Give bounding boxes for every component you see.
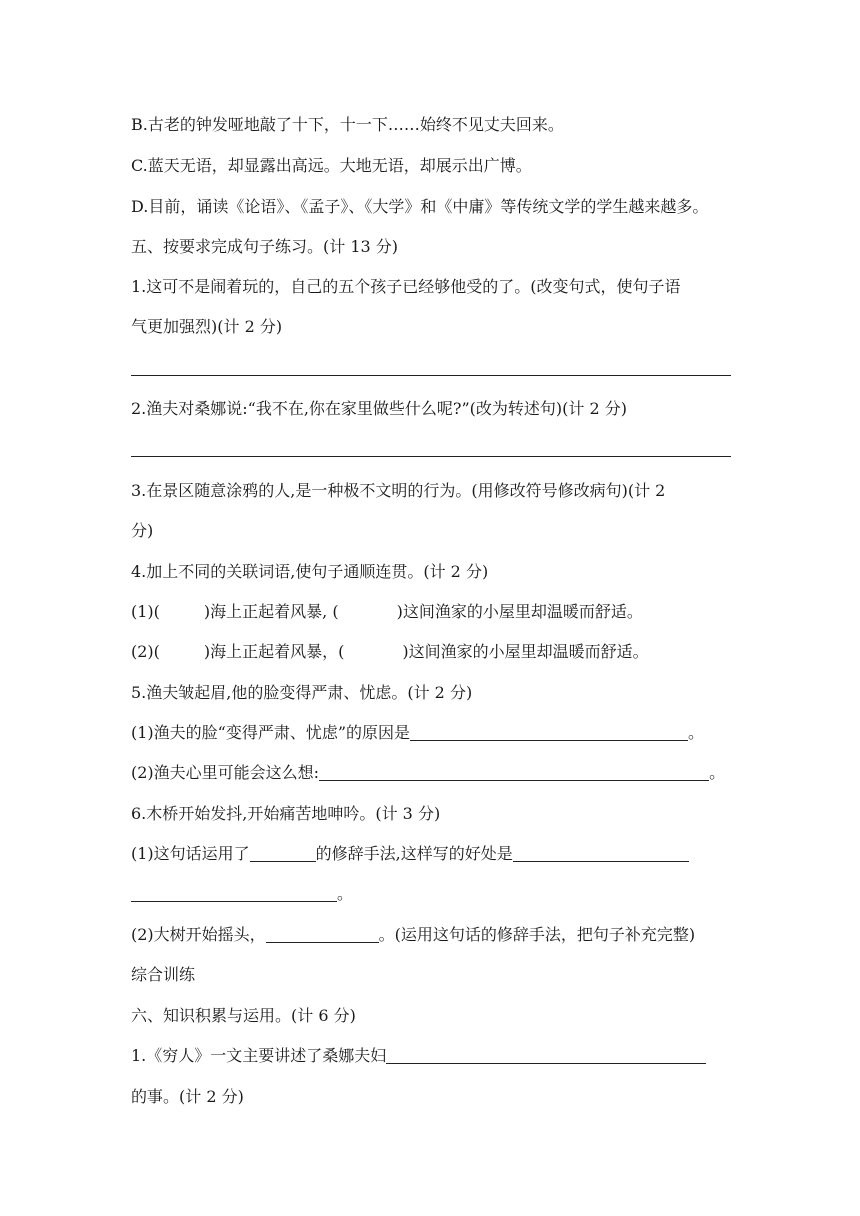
q6-2-text-a: (2)大树开始摇头， bbox=[131, 925, 266, 944]
question-6-item-1-continued bbox=[131, 883, 731, 905]
s6q1-text: 1.《穷人》一文主要讲述了桑娜夫妇 bbox=[131, 1046, 387, 1065]
question-4-item-1 bbox=[131, 601, 731, 623]
q5-1-text: (1)渔夫的脸“变得严肃、忧虑”的原因是 bbox=[131, 723, 411, 742]
section-5-heading: 五、按要求完成句子练习。(计 13 分) bbox=[131, 237, 399, 256]
q4-1-end: )这间渔家的小屋里却温暖而舒适。 bbox=[396, 602, 643, 621]
q6-2-blank[interactable] bbox=[266, 924, 379, 943]
q5-1-blank[interactable] bbox=[410, 722, 688, 741]
section-6-question-1-continued: 的事。(计 2 分) bbox=[131, 1087, 244, 1106]
question-1-line-1: 1.这可不是闹着玩的，自己的五个孩子已经够他受的了。(改变句式，使句子语 bbox=[131, 277, 681, 296]
q4-2-prefix: (2)( bbox=[131, 642, 160, 661]
question-4: 4.加上不同的关联词语,使句子通顺连贯。(计 2 分) bbox=[131, 562, 489, 581]
comprehensive-training-heading: 综合训练 bbox=[131, 965, 196, 984]
q6-1-blank-3[interactable] bbox=[131, 883, 337, 902]
option-b: B.古老的钟发哑地敲了十下，十一下……始终不见丈夫回来。 bbox=[131, 115, 564, 134]
q6-1-blank-2[interactable] bbox=[513, 843, 689, 862]
question-2: 2.渔夫对桑娜说:“我不在,你在家里做些什么呢?”(改为转述句)(计 2 分) bbox=[131, 399, 628, 418]
question-5: 5.渔夫皱起眉,他的脸变得严肃、忧虑。(计 2 分) bbox=[131, 683, 473, 702]
question-6-item-2 bbox=[131, 924, 731, 946]
question-1-line-2: 气更加强烈)(计 2 分) bbox=[131, 317, 283, 336]
answer-line-q1[interactable] bbox=[131, 375, 731, 376]
question-6: 6.木桥开始发抖,开始痛苦地呻吟。(计 3 分) bbox=[131, 804, 441, 823]
section-6-question-1 bbox=[131, 1045, 731, 1067]
q6-1-text-b: 的修辞手法,这样写的好处是 bbox=[315, 844, 513, 863]
question-3-line-1: 3.在景区随意涂鸦的人,是一种极不文明的行为。(用修改符号修改病句)(计 2 bbox=[131, 481, 666, 500]
q6-1-blank-1[interactable] bbox=[250, 843, 316, 862]
question-3-line-2: 分) bbox=[131, 521, 154, 540]
q5-2-text: (2)渔夫心里可能会这么想: bbox=[131, 763, 320, 782]
q5-1-period: 。 bbox=[688, 723, 705, 742]
option-c: C.蓝天无语，却显露出高远。大地无语，却展示出广博。 bbox=[131, 156, 532, 175]
option-d: D.目前，诵读《论语》、《孟子》、《大学》和《中庸》等传统文学的学生越来越多。 bbox=[131, 197, 709, 216]
q4-2-end: )这间渔家的小屋里却温暖而舒适。 bbox=[402, 642, 649, 661]
q4-1-prefix: (1)( bbox=[131, 602, 160, 621]
question-5-item-2 bbox=[131, 762, 731, 784]
q4-2-middle: )海上正起着风暴，( bbox=[203, 642, 345, 661]
q5-2-period: 。 bbox=[709, 763, 726, 782]
answer-line-q2[interactable] bbox=[131, 456, 731, 457]
q4-1-middle: )海上正起着风暴, ( bbox=[203, 602, 339, 621]
question-5-item-1 bbox=[131, 722, 731, 744]
s6q1-blank[interactable] bbox=[386, 1045, 706, 1064]
q5-2-blank[interactable] bbox=[319, 762, 709, 781]
q6-2-text-b: 。(运用这句话的修辞手法，把句子补充完整) bbox=[378, 925, 696, 944]
section-6-heading: 六、知识积累与运用。(计 6 分) bbox=[131, 1006, 356, 1025]
q6-1-text-a: (1)这句话运用了 bbox=[131, 844, 250, 863]
question-6-item-1 bbox=[131, 843, 731, 865]
q6-1-period: 。 bbox=[337, 884, 354, 903]
question-4-item-2 bbox=[131, 641, 731, 663]
